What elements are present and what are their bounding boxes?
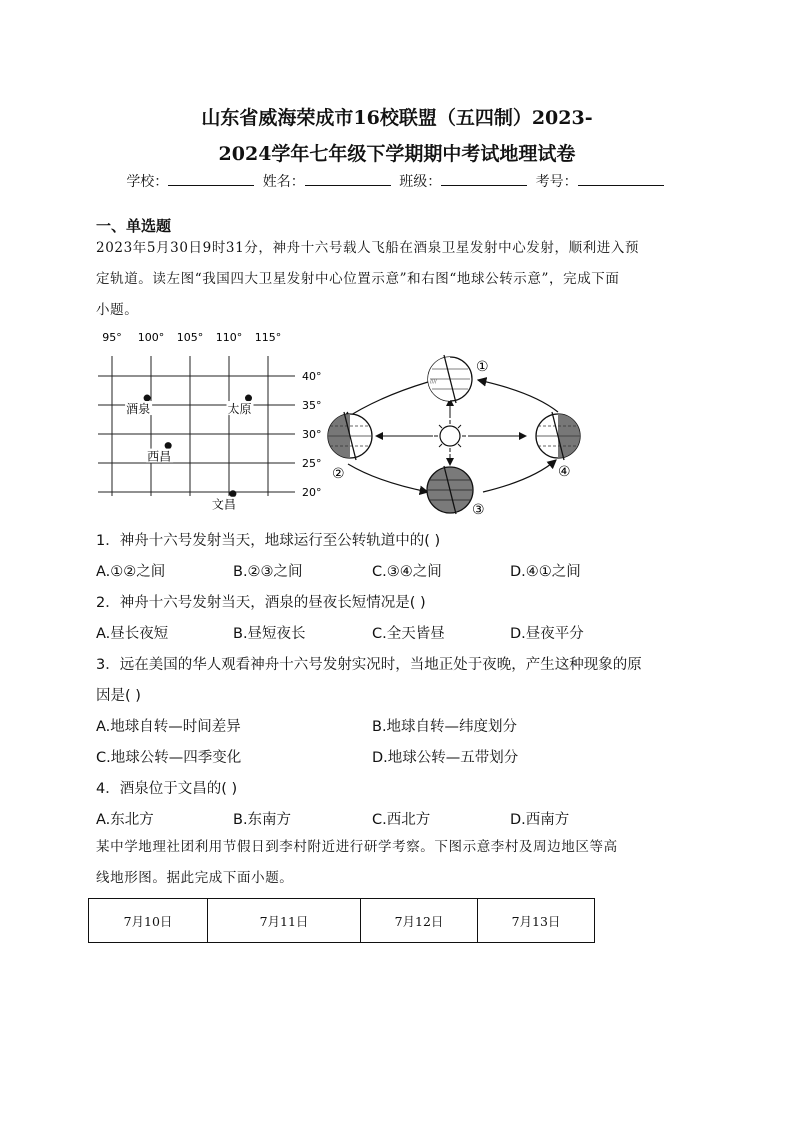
q1-option-d[interactable]: D.④①之间 [510,564,581,580]
orbit-arc [348,464,428,492]
launch-site-label: 酒泉 [126,402,151,417]
passage-1-line: 小题。 [96,302,139,318]
q1-option-c[interactable]: C.③④之间 [372,564,442,580]
passage-2-line: 线地形图。据此完成下面小题。 [96,870,294,886]
name-label: 姓名： [262,174,305,190]
position-label-2: ② [332,466,345,482]
launch-site-dot [229,490,236,497]
launch-site-label: 西昌 [147,449,172,464]
date-cell: 7月13日 [478,899,595,943]
q3-option-a[interactable]: A.地球自转—时间差异 [96,719,241,735]
q3-option-c[interactable]: C.地球公转—四季变化 [96,750,242,766]
orbit-arc [478,380,558,412]
orbit-arc [483,460,556,492]
position-label-4: ④ [558,464,571,480]
q2-option-a[interactable]: A.昼长夜短 [96,626,169,642]
earth-position-3 [427,466,473,514]
launch-center-map [90,326,330,518]
date-cell: 7月10日 [89,899,208,943]
section-title: 一、单选题 [96,217,172,235]
date-cell: 7月12日 [361,899,478,943]
latitude-label: 25° [302,457,322,470]
exam-title-line2: 2024学年七年级下学期期中考试地理试卷 [218,143,576,165]
earth-position-2 [328,412,372,460]
q4-option-c[interactable]: C.西北方 [372,812,431,828]
date-table [88,898,595,943]
question-3-stem: 3．远在美国的华人观看神舟十六号发射实况时，当地正处于夜晚，产生这种现象的原 [96,657,642,673]
longitude-label: 110° [215,331,243,344]
svg-text:////: //// [430,379,437,385]
passage-1-line: 2023年5月30日9时31分，神舟十六号载人飞船在酒泉卫星发射中心发射，顺利进入预 [96,240,640,256]
school-label: 学校： [126,174,169,190]
latitude-label: 35° [302,399,322,412]
longitude-label: 100° [137,331,165,344]
name-blank[interactable] [305,173,391,186]
student-info-row [0,171,794,191]
longitude-label: 95° [102,331,122,344]
class-blank[interactable] [441,173,527,186]
passage-2-line: 某中学地理社团利用节假日到李村附近进行研学考察。下图示意李村及周边地区等高 [96,839,618,855]
date-cell: 7月11日 [208,899,361,943]
q3-option-b[interactable]: B.地球自转—纬度划分 [372,719,518,735]
q3-option-d[interactable]: D.地球公转—五带划分 [372,750,519,766]
passage-1 [96,233,700,326]
class-label: 班级： [399,174,442,190]
launch-site-dot [165,442,172,449]
q4-option-d[interactable]: D.西南方 [510,812,570,828]
q1-option-a[interactable]: A.①②之间 [96,564,166,580]
q2-option-b[interactable]: B.昼短夜长 [233,626,306,642]
earth-position-1 [428,355,472,403]
exam-title-line1: 山东省威海荣成市16校联盟（五四制）2023- [201,107,593,129]
q2-option-c[interactable]: C.全天皆昼 [372,626,445,642]
sun-icon [434,420,466,452]
latitude-label: 30° [302,428,322,441]
question-3-stem-cont: 因是( ) [96,688,141,704]
position-label-3: ③ [472,502,485,518]
launch-site-label: 文昌 [211,497,236,512]
earth-position-4 [536,412,580,460]
launch-site-label: 太原 [227,402,252,417]
q4-option-b[interactable]: B.东南方 [233,812,292,828]
longitude-label: 115° [254,331,282,344]
question-4-stem: 4．酒泉位于文昌的( ) [96,781,238,797]
latitude-label: 40° [302,370,322,383]
q4-option-a[interactable]: A.东北方 [96,812,154,828]
launch-site-dot [245,395,252,402]
question-2-stem: 2．神舟十六号发射当天，酒泉的昼夜长短情况是( ) [96,595,426,611]
earth-revolution-diagram [318,352,603,518]
number-blank[interactable] [578,173,664,186]
q2-option-d[interactable]: D.昼夜平分 [510,626,584,642]
q1-option-b[interactable]: B.②③之间 [233,564,303,580]
position-label-1: ① [476,359,489,375]
longitude-label: 105° [176,331,204,344]
launch-site-dot [144,395,151,402]
question-1-stem: 1．神舟十六号发射当天，地球运行至公转轨道中的( ) [96,533,441,549]
table-row [89,899,595,943]
school-blank[interactable] [168,173,254,186]
passage-2 [96,832,700,894]
number-label: 考号： [535,174,578,190]
latitude-label: 20° [302,486,322,499]
passage-1-line: 定轨道。读左图“我国四大卫星发射中心位置示意”和右图“地球公转示意”，完成下面 [96,271,620,287]
